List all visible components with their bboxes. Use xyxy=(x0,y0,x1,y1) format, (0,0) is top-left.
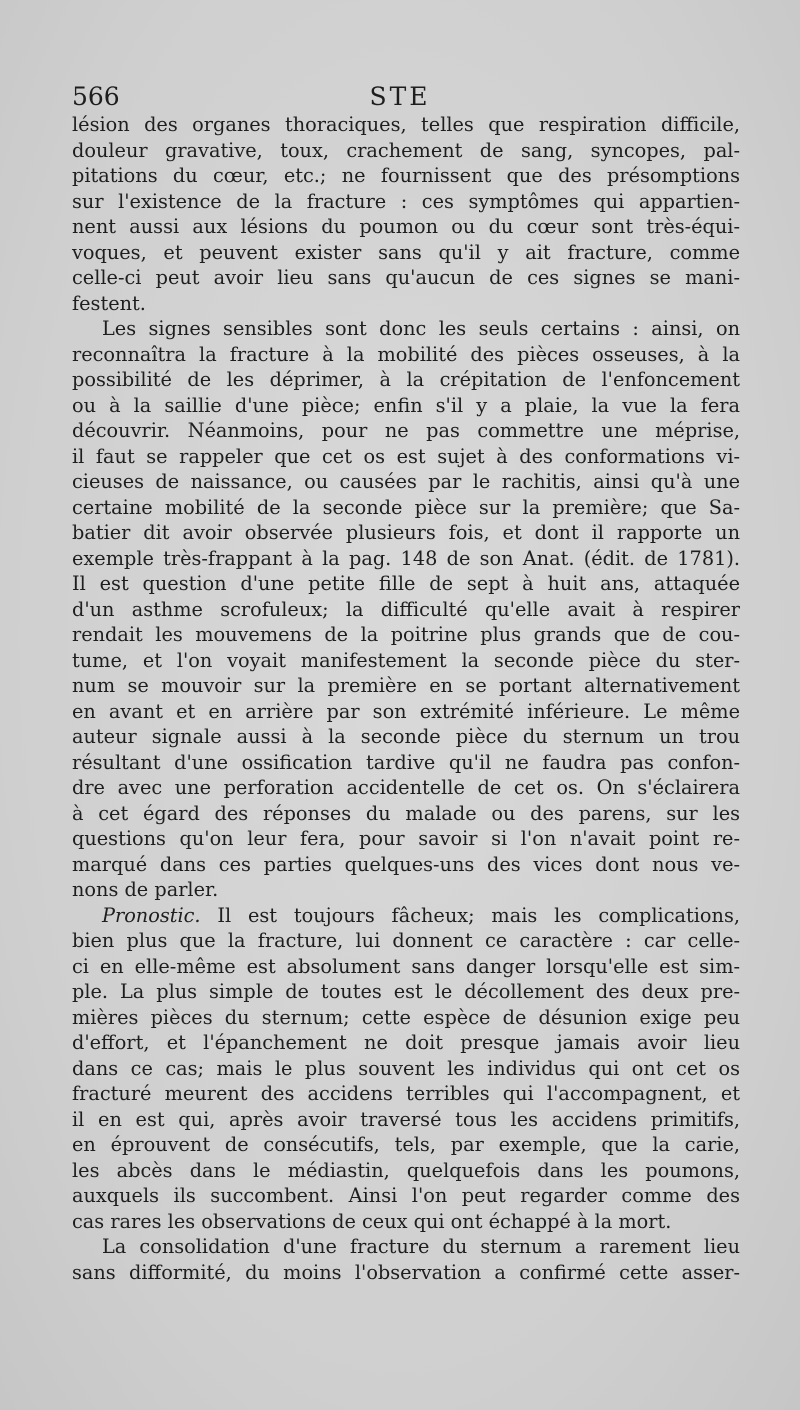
running-head xyxy=(72,80,728,114)
body-text xyxy=(72,112,740,1285)
text-line: festent. xyxy=(72,291,146,315)
text-line: sur l'existence de la fracture : ces symptômes qui appartien- xyxy=(72,189,740,213)
text-line: La consolidation d'une fracture du sternum a rarement lieu xyxy=(102,1235,740,1258)
text-line: batier dit avoir observée plusieurs fois, et dont il rapporte un xyxy=(72,521,740,544)
text-line: à cet égard des réponses du malade ou des parens, sur les xyxy=(72,801,740,825)
text-line: découvrir. Néanmoins, pour ne pas commettre une méprise, xyxy=(72,419,740,442)
text-line: il en est qui, après avoir traversé tous les accidens primitifs, xyxy=(72,1107,740,1131)
text-line: Les signes sensibles sont donc les seuls certains : ainsi, on xyxy=(102,317,740,340)
text-line: pitations du cœur, etc.; ne fournissent que des présomptions xyxy=(72,164,740,187)
text-line: en avant et en arrière par son extrémité inférieure. Le même xyxy=(72,699,740,723)
text-line: d'effort, et l'épanchement ne doit presque jamais avoir lieu xyxy=(72,1031,740,1054)
text-line: cas rares les observations de ceux qui ont échappé à la mort. xyxy=(72,1209,672,1233)
text-line: voques, et peuvent exister sans qu'il y ait fracture, comme xyxy=(72,240,740,264)
text-line: ou à la saillie d'une pièce; enfin s'il y a plaie, la vue la fera xyxy=(72,393,740,417)
text-line: tume, et l'on voyait manifestement la seconde pièce du ster- xyxy=(72,648,740,672)
text-line: rendait les mouvemens de la poitrine plus grands que de cou- xyxy=(72,623,740,646)
text-line: certaine mobilité de la seconde pièce sur la première; que Sa- xyxy=(72,495,740,519)
text-line: fracturé meurent des accidens terribles qui l'accompagnent, et xyxy=(72,1082,740,1105)
text-line: d'un asthme scrofuleux; la difficulté qu'elle avait à respirer xyxy=(72,597,740,621)
text-line: nons de parler. xyxy=(72,878,219,901)
text-line: en éprouvent de consécutifs, tels, par exemple, que la carie, xyxy=(72,1133,740,1156)
text-line: Il est question d'une petite fille de sept à huit ans, attaquée xyxy=(72,572,740,595)
text-line: les abcès dans le médiastin, quelquefois dans les poumons, xyxy=(72,1158,740,1182)
prognosis-text: Il est toujours fâcheux; mais les complications, xyxy=(217,903,740,927)
text-line: résultant d'une ossification tardive qu'il ne faudra pas confon- xyxy=(72,750,740,774)
text-line: lésion des organes thoraciques, telles que respiration difficile, xyxy=(72,113,740,136)
text-line: dre avec une perforation accidentelle de cet os. On s'éclairera xyxy=(72,776,740,799)
text-line: il faut se rappeler que cet os est sujet à des conformations vi- xyxy=(72,444,740,468)
text-line: auxquels ils succombent. Ainsi l'on peut regarder comme des xyxy=(72,1184,740,1207)
text-line: marqué dans ces parties quelques-uns des vices dont nous ve- xyxy=(72,852,740,876)
text-line: douleur gravative, toux, crachement de sang, syncopes, pal- xyxy=(72,138,740,162)
text-line: ci en elle-même est absolument sans danger lorsqu'elle est sim- xyxy=(72,954,740,978)
text-line: bien plus que la fracture, lui donnent ce caractère : car celle- xyxy=(72,929,740,952)
text-line: questions qu'on leur fera, pour savoir si l'on n'avait point re- xyxy=(72,827,740,850)
text-line: possibilité de les déprimer, à la crépitation de l'enfoncement xyxy=(72,368,740,391)
page-number: 566 xyxy=(72,82,120,111)
text-line: nent aussi aux lésions du poumon ou du cœur sont très-équi- xyxy=(72,215,740,238)
text-line: sans difformité, du moins l'observation a confirmé cette asser- xyxy=(72,1260,740,1284)
text-line: exemple très-frappant à la pag. 148 de son Anat. (édit. de 1781). xyxy=(72,546,740,570)
prognosis-line xyxy=(72,903,740,929)
text-line: dans ce cas; mais le plus souvent les individus qui ont cet os xyxy=(72,1056,740,1080)
text-line: reconnaîtra la fracture à la mobilité des pièces osseuses, à la xyxy=(72,342,740,366)
text-line: auteur signale aussi à la seconde pièce du sternum un trou xyxy=(72,725,740,748)
text-line: ple. La plus simple de toutes est le décollement des deux pre- xyxy=(72,980,740,1003)
text-line: cieuses de naissance, ou causées par le rachitis, ainsi qu'à une xyxy=(72,470,740,493)
prognosis-heading: Pronostic. xyxy=(102,903,201,927)
text-line: celle-ci peut avoir lieu sans qu'aucun de ces signes se mani- xyxy=(72,266,740,289)
text-line: mières pièces du sternum; cette espèce de désunion exige peu xyxy=(72,1005,740,1029)
text-line: num se mouvoir sur la première en se portant alternativement xyxy=(72,674,740,697)
running-title: STE xyxy=(369,82,431,111)
